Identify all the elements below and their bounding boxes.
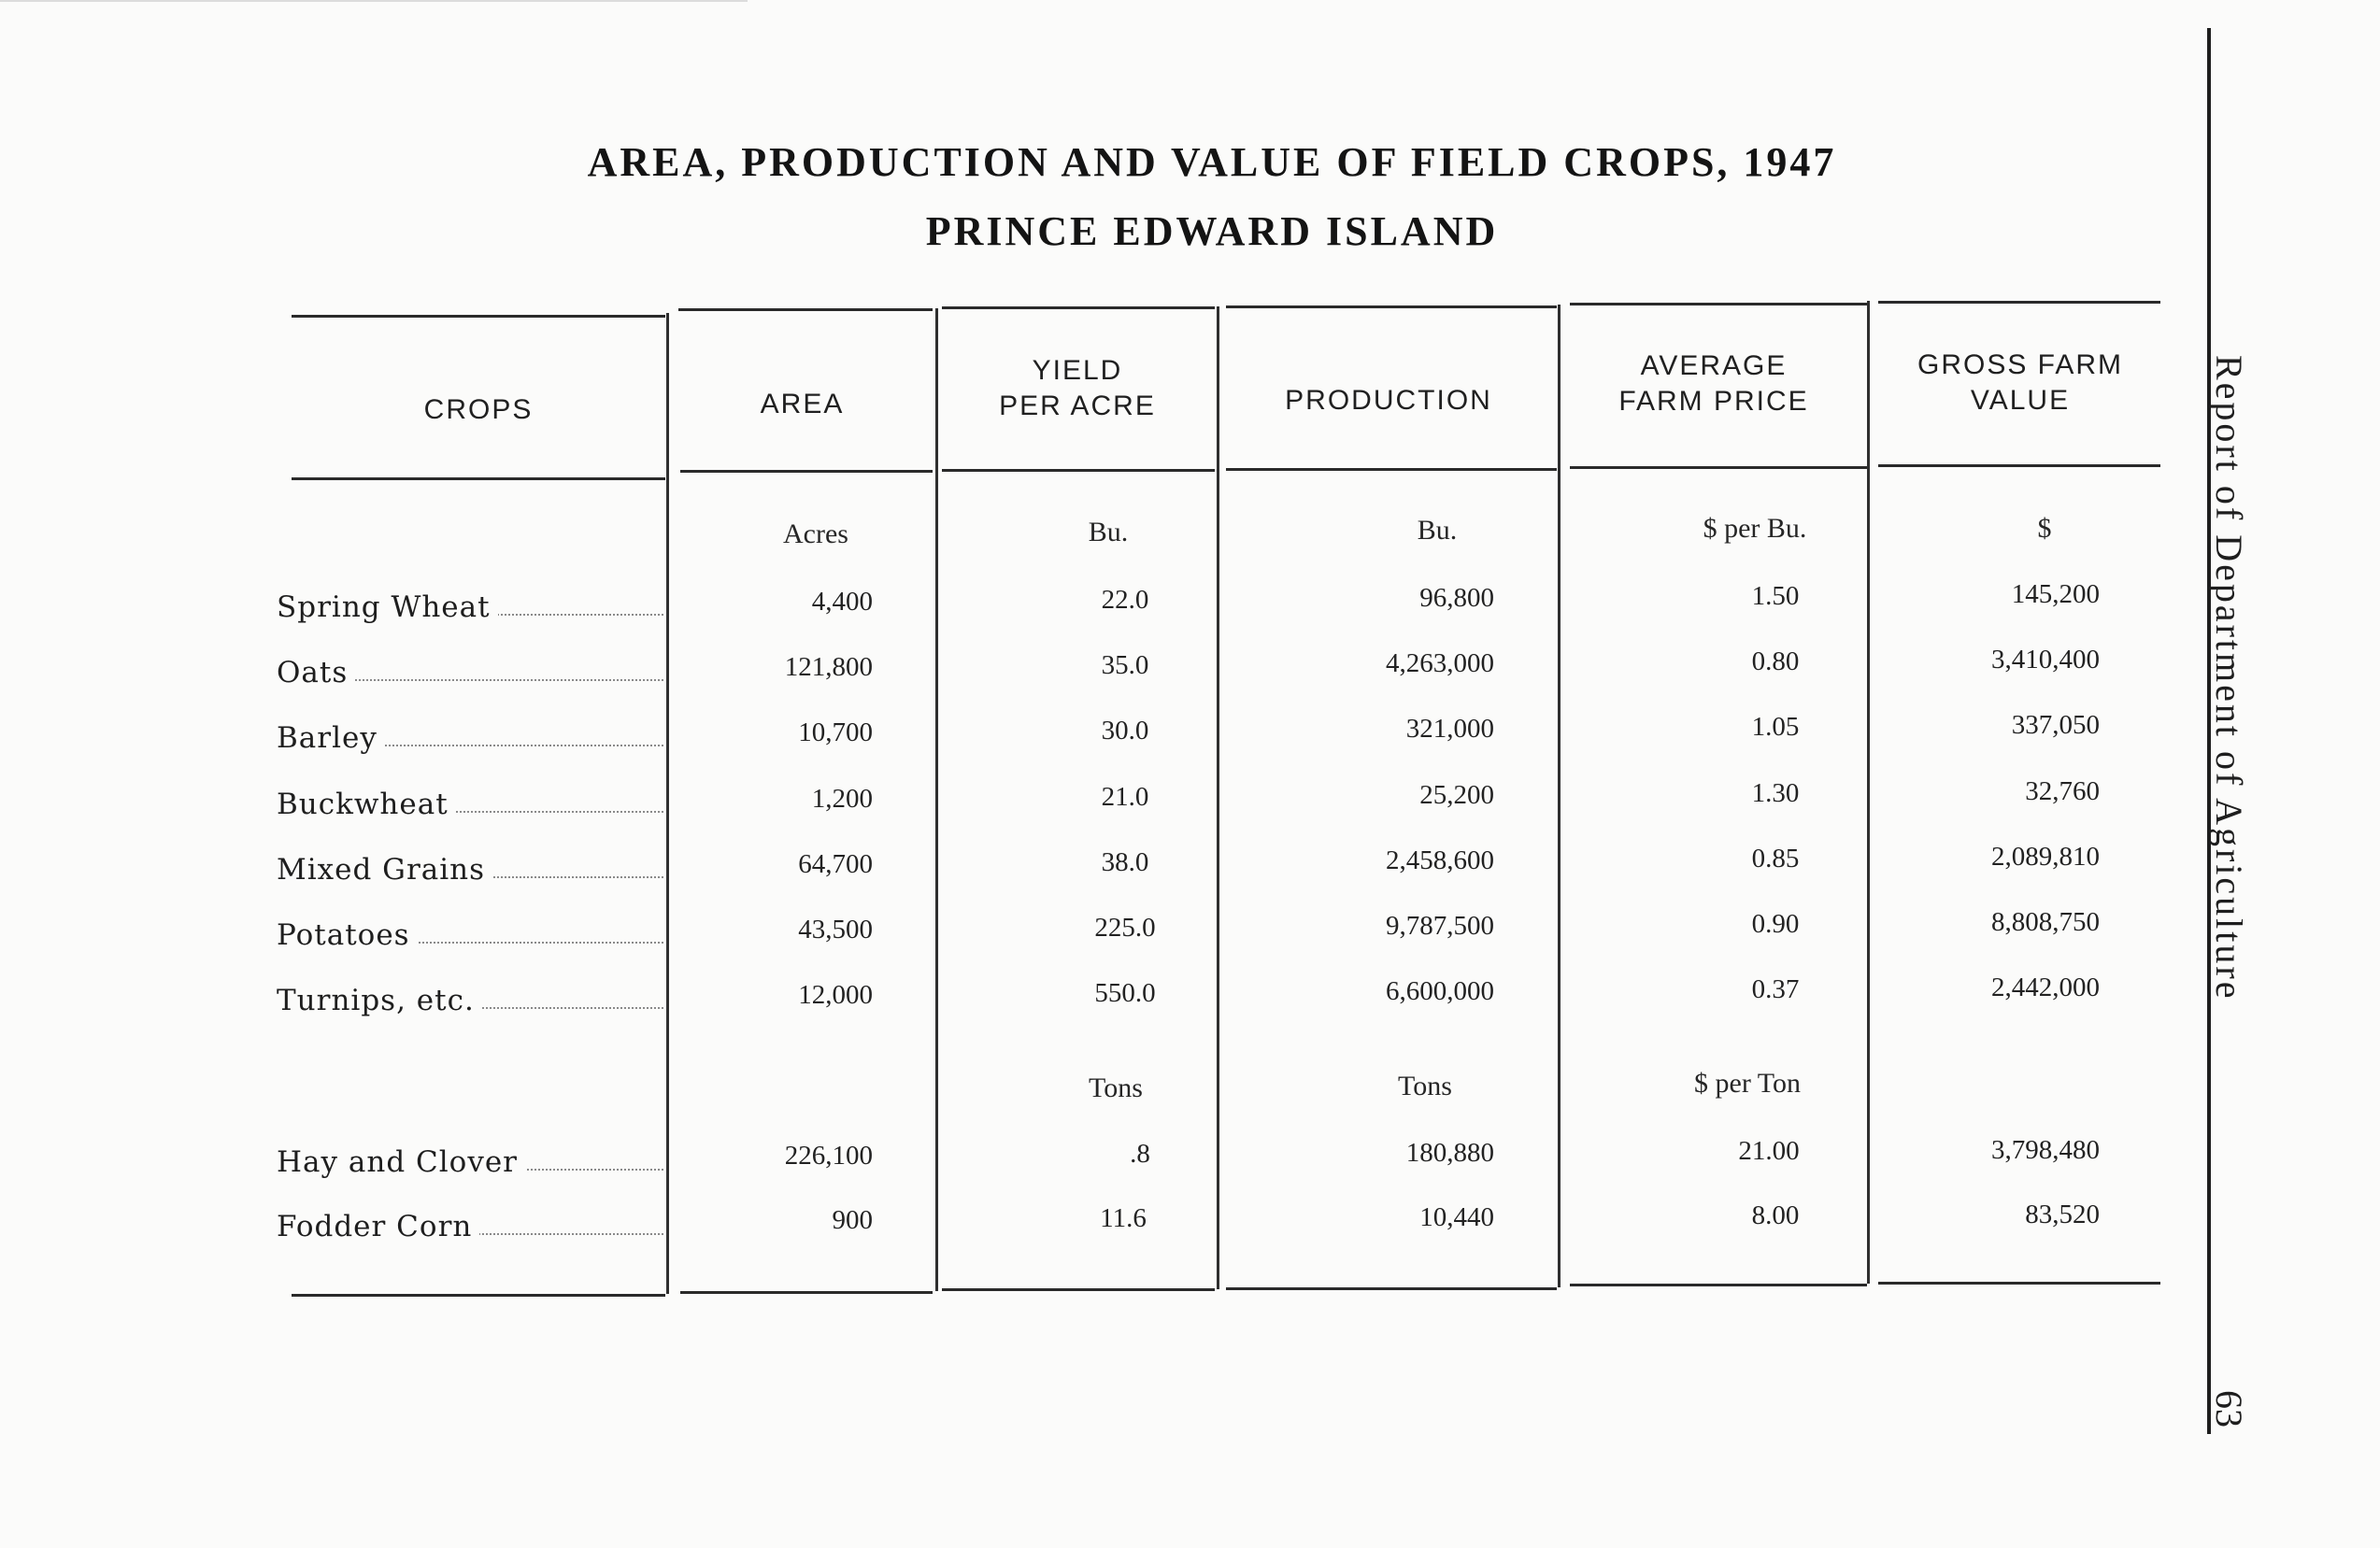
price-value: 0.37 <box>1751 974 1800 1004</box>
running-head: Report of Department of Agriculture <box>2208 355 2250 1001</box>
crop-name: Fodder Corn <box>277 1210 663 1243</box>
production-value: 2,458,600 <box>1386 845 1494 875</box>
area-value: 12,000 <box>798 980 873 1010</box>
yield-value: 550.0 <box>1094 978 1156 1008</box>
unit-area: Acres <box>783 518 848 549</box>
area-value: 1,200 <box>811 784 873 814</box>
header-yield <box>938 353 1217 424</box>
header-production: PRODUCTION <box>1285 385 1492 416</box>
unit-price-ton: $ per Ton <box>1694 1068 1801 1099</box>
area-value: 900 <box>832 1205 873 1235</box>
header-crops: CROPS <box>423 394 534 425</box>
price-value: 0.90 <box>1751 909 1800 939</box>
unit-production-bu: Bu. <box>1417 515 1458 546</box>
crop-name: Spring Wheat <box>277 590 663 624</box>
gross-value: 2,089,810 <box>1991 842 2100 872</box>
price-value: 0.80 <box>1751 646 1800 676</box>
area-value: 64,700 <box>798 849 873 879</box>
scan-edge-rule <box>0 0 748 2</box>
header-average-farm-price <box>1561 348 1867 419</box>
header-price-line2: FARM PRICE <box>1618 386 1809 417</box>
yield-value: 35.0 <box>1101 650 1149 680</box>
yield-value: 22.0 <box>1101 585 1149 615</box>
header-yield-line1: YIELD <box>1032 355 1123 386</box>
header-yield-line2: PER ACRE <box>999 391 1156 421</box>
yield-value: 225.0 <box>1094 913 1156 943</box>
price-value: 1.50 <box>1751 581 1800 611</box>
crop-name: Mixed Grains <box>277 853 663 887</box>
page-subtitle: PRINCE EDWARD ISLAND <box>925 208 1499 254</box>
crop-name: Buckwheat <box>277 788 663 821</box>
yield-value: .8 <box>1130 1139 1150 1169</box>
production-value: 25,200 <box>1419 780 1494 810</box>
unit-yield-tons: Tons <box>1089 1072 1143 1103</box>
page-title: AREA, PRODUCTION AND VALUE OF FIELD CROPS, 1947 <box>587 139 1837 185</box>
header-gross-farm-value <box>1870 348 2171 419</box>
crop-name: Barley <box>277 721 663 755</box>
price-value: 8.00 <box>1751 1200 1800 1230</box>
unit-value: $ <box>2037 513 2052 544</box>
price-value: 21.00 <box>1738 1136 1800 1166</box>
unit-price-bu: $ per Bu. <box>1703 513 1807 544</box>
area-value: 43,500 <box>798 915 873 944</box>
crop-name: Hay and Clover <box>277 1145 663 1179</box>
header-area: AREA <box>760 389 845 419</box>
price-value: 1.30 <box>1751 778 1800 808</box>
area-value: 10,700 <box>798 717 873 747</box>
gross-value: 337,050 <box>2011 710 2100 740</box>
production-value: 9,787,500 <box>1386 911 1494 941</box>
gross-value: 83,520 <box>2025 1200 2100 1229</box>
crop-name: Turnips, etc. <box>277 984 663 1017</box>
production-value: 321,000 <box>1405 714 1494 744</box>
header-value-line2: VALUE <box>1970 385 2071 416</box>
area-value: 4,400 <box>811 587 873 617</box>
production-value: 6,600,000 <box>1386 976 1494 1006</box>
header-value-line1: GROSS FARM <box>1917 349 2124 380</box>
yield-value: 11.6 <box>1100 1203 1147 1233</box>
gross-value: 2,442,000 <box>1991 973 2100 1002</box>
crop-name: Oats <box>277 656 663 689</box>
production-value: 96,800 <box>1419 583 1494 613</box>
unit-yield-bu: Bu. <box>1088 517 1129 547</box>
gross-value: 8,808,750 <box>1991 907 2100 937</box>
price-value: 0.85 <box>1751 844 1800 873</box>
yield-value: 30.0 <box>1101 716 1149 746</box>
gross-value: 3,798,480 <box>1991 1135 2100 1165</box>
area-value: 226,100 <box>784 1141 873 1171</box>
price-value: 1.05 <box>1751 712 1800 742</box>
yield-value: 38.0 <box>1101 847 1149 877</box>
production-value: 4,263,000 <box>1386 648 1494 678</box>
yield-value: 21.0 <box>1101 782 1149 812</box>
unit-production-tons: Tons <box>1398 1071 1452 1101</box>
production-value: 10,440 <box>1419 1202 1494 1232</box>
page-number: 63 <box>2208 1390 2250 1427</box>
gross-value: 3,410,400 <box>1991 645 2100 675</box>
header-price-line1: AVERAGE <box>1640 350 1788 381</box>
crop-name: Potatoes <box>277 918 663 952</box>
production-value: 180,880 <box>1405 1138 1494 1168</box>
area-value: 121,800 <box>784 652 873 682</box>
gross-value: 145,200 <box>2011 579 2100 609</box>
gross-value: 32,760 <box>2025 776 2100 806</box>
